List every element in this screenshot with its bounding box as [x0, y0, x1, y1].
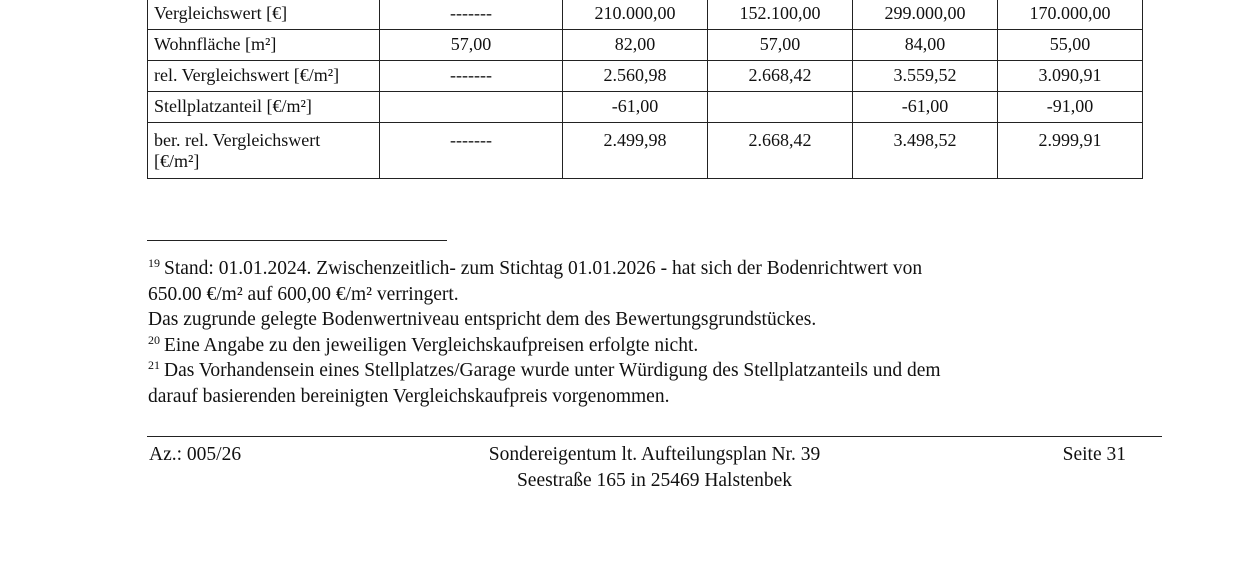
footnote-marker: 20	[148, 332, 160, 347]
table-cell: -61,00	[853, 92, 998, 123]
table-cell: 3.559,52	[853, 61, 998, 92]
property-unit: Sondereigentum lt. Aufteilungsplan Nr. 39	[488, 444, 821, 465]
footnote-marker: 21	[148, 358, 160, 372]
file-reference: Az.: 005/26	[149, 444, 242, 465]
table-cell: 2.668,42	[708, 123, 853, 179]
table-cell: 2.999,91	[998, 123, 1143, 179]
table-row	[148, 123, 1143, 179]
row-label: Vergleichswert [€]	[148, 0, 380, 30]
table-cell: -------	[380, 123, 563, 179]
footnote-marker: 19	[148, 256, 160, 270]
table-cell: 3.090,91	[998, 61, 1143, 92]
property-description	[147, 442, 1162, 494]
table-cell: -91,00	[998, 92, 1143, 123]
footnote-20	[148, 333, 1158, 359]
table-row	[148, 92, 1143, 123]
table-cell: 2.499,98	[563, 123, 708, 179]
table-cell: -------	[380, 0, 563, 30]
footnotes	[148, 256, 1158, 409]
table-cell: -61,00	[563, 92, 708, 123]
table-cell: -------	[380, 61, 563, 92]
table-row	[148, 30, 1143, 61]
valuation-comparison-table	[147, 0, 1143, 179]
table-row	[148, 0, 1143, 30]
footnote-text: Eine Angabe zu den jeweiligen Vergleichskaufpreisen erfolgte nicht.	[164, 334, 699, 356]
table-cell: 57,00	[380, 30, 563, 61]
row-label-line: [€/m²]	[154, 151, 200, 171]
table-row	[148, 61, 1143, 92]
footnote-21-continued: darauf basierenden bereinigten Vergleichskaufpreis vorgenommen.	[148, 385, 670, 407]
row-label: Stellplatzanteil [€/m²]	[148, 92, 380, 123]
table-cell: 82,00	[563, 30, 708, 61]
table-cell	[708, 92, 853, 123]
table-cell: 210.000,00	[563, 0, 708, 30]
footnote-19-continued: 650.00 €/m² auf 600,00 €/m² verringert.	[148, 283, 459, 305]
table-cell: 55,00	[998, 30, 1143, 61]
row-label: Wohnfläche [m²]	[148, 30, 380, 61]
footnote-separator	[147, 240, 447, 241]
footnote-text: Stand: 01.01.2024. Zwischenzeitlich- zum Stichtag 01.01.2026 - hat sich der Bodenrichtwert von	[164, 258, 923, 279]
table-cell: 152.100,00	[708, 0, 853, 30]
table-cell: 299.000,00	[853, 0, 998, 30]
table-cell: 2.668,42	[708, 61, 853, 92]
property-address: Seestraße 165 in 25469 Halstenbek	[516, 470, 793, 491]
footnote-19-continued: Das zugrunde gelegte Bodenwertniveau entspricht dem des Bewertungsgrundstückes.	[148, 309, 817, 330]
footer-separator	[147, 436, 1162, 437]
row-label-line: ber. rel. Vergleichswert	[154, 130, 321, 150]
row-label: rel. Vergleichswert [€/m²]	[148, 61, 380, 92]
table-cell	[380, 92, 563, 123]
table-cell: 57,00	[708, 30, 853, 61]
footnote-21	[148, 358, 1158, 384]
page-number: Seite 31	[1062, 444, 1126, 465]
footnote-text: Das Vorhandensein eines Stellplatzes/Garage wurde unter Würdigung des Stellplatzanteils und dem	[164, 360, 941, 381]
footnote-19	[148, 256, 1158, 282]
row-label	[148, 123, 380, 179]
table-cell: 2.560,98	[563, 61, 708, 92]
table-cell: 3.498,52	[853, 123, 998, 179]
table-cell: 84,00	[853, 30, 998, 61]
table-cell: 170.000,00	[998, 0, 1143, 30]
